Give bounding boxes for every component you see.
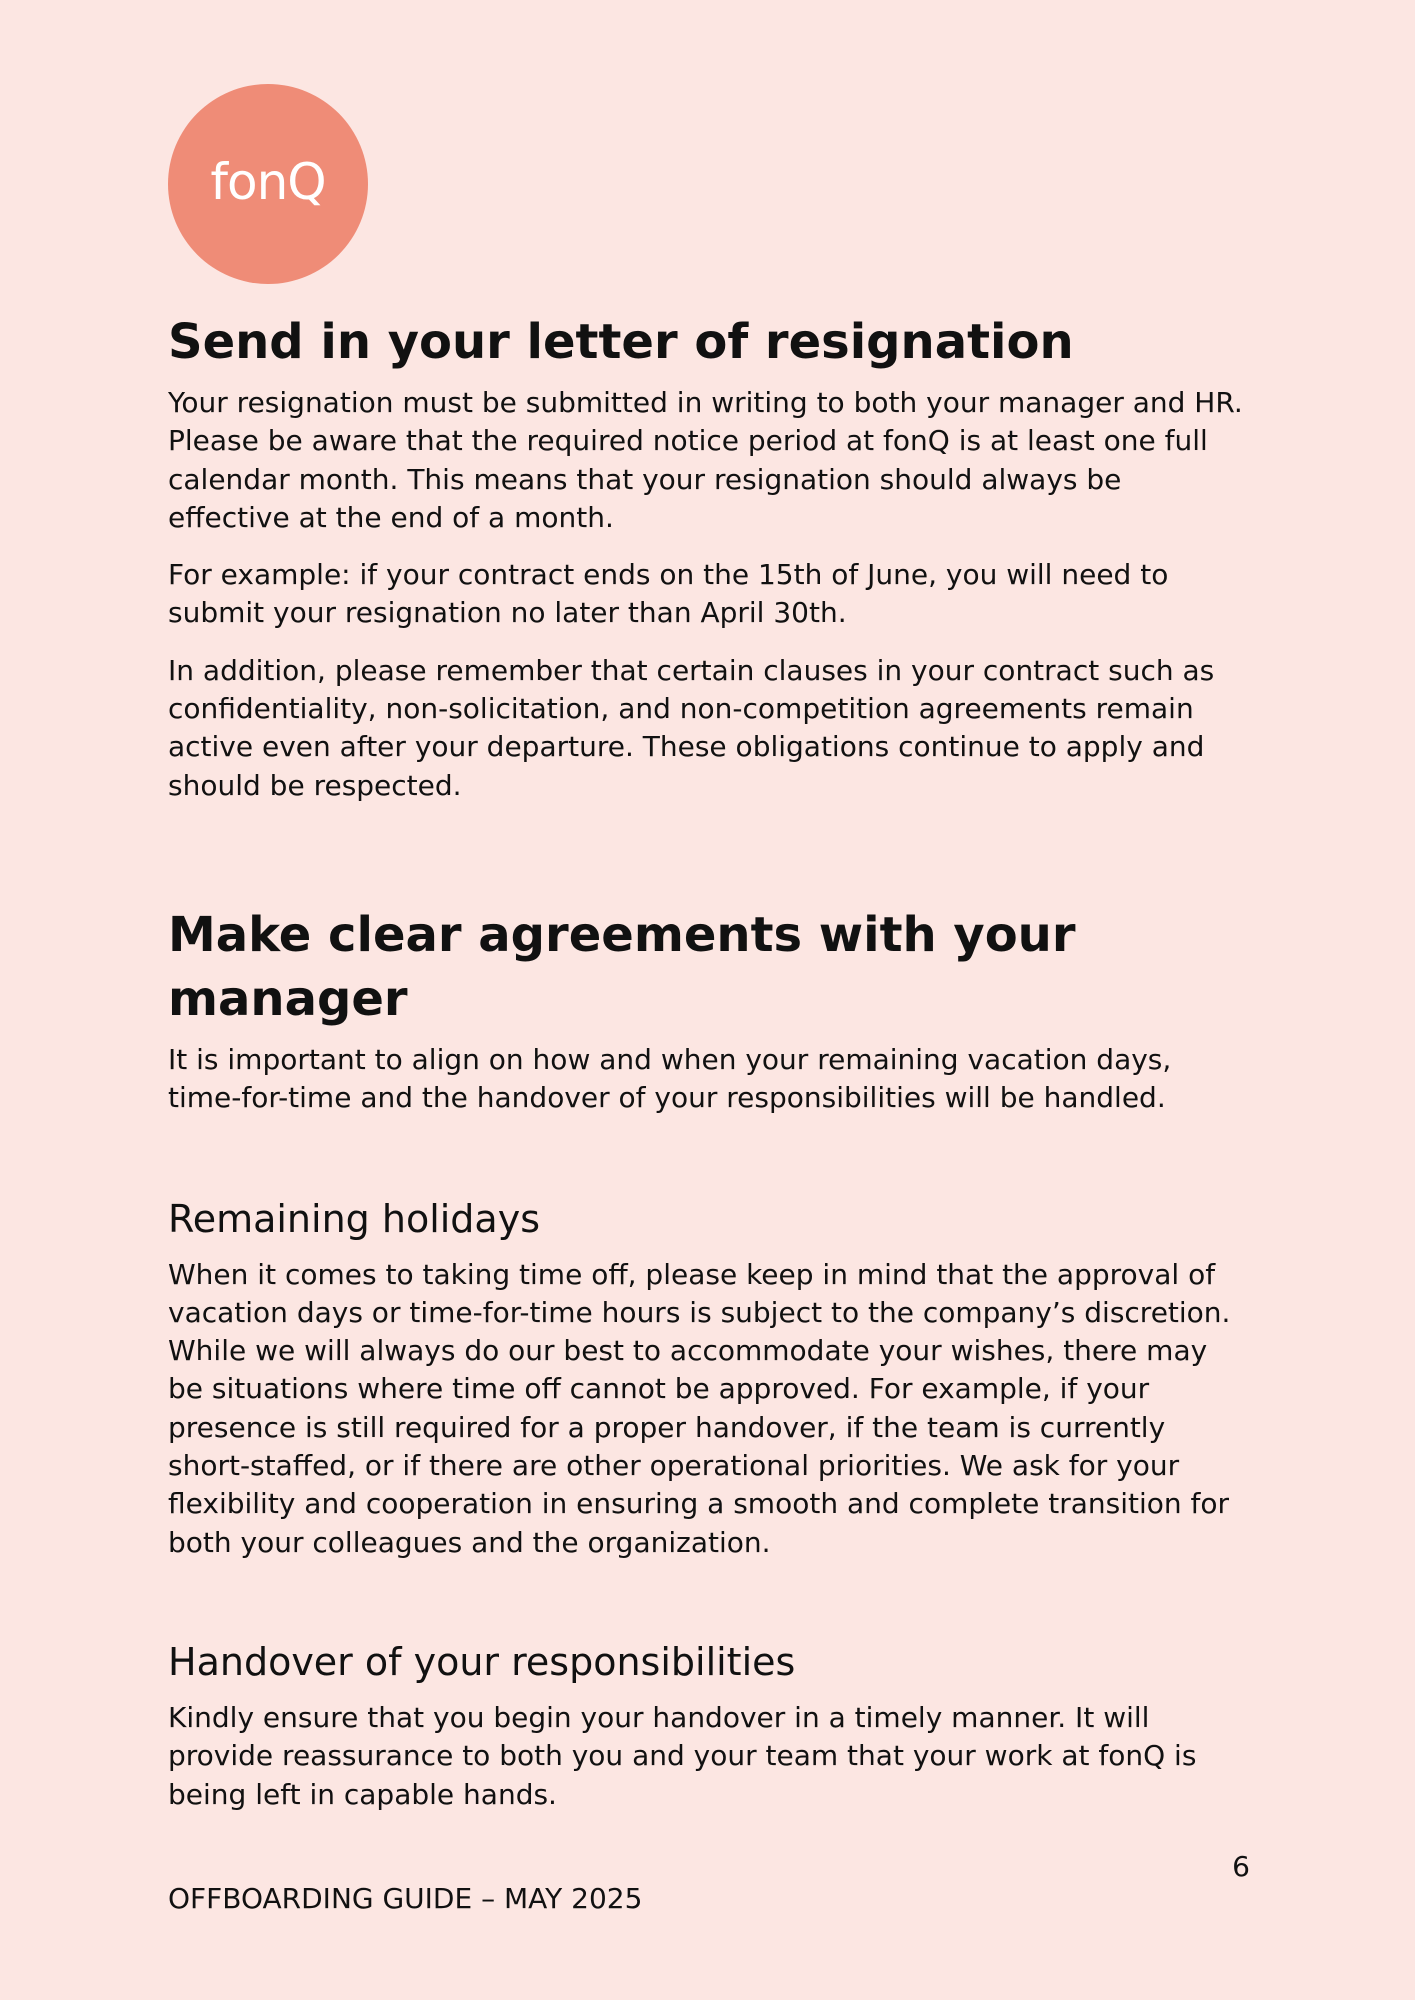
main-content xyxy=(168,310,1248,1814)
resignation-paragraph-3: In addition, please remember that certain clauses in your contract such as confidentiality, non-solicitation, and non-competition agreements remain active even after your departure. These obligations continue to apply and should be respected. xyxy=(168,653,1215,802)
resignation-paragraph-1: Your resignation must be submitted in writing to both your manager and HR. Please be aware that the required notice period at fonQ is at least one full calendar month. This means that your resignation should always be effective at the end of a month. xyxy=(168,386,1243,534)
section-agreements-title: Make clear agreements with your manager xyxy=(168,906,1076,1027)
footer-label: OFFBOARDING GUIDE – MAY 2025 xyxy=(168,1882,643,1915)
remaining-holidays-heading: Remaining holidays xyxy=(168,1196,541,1241)
remaining-holidays-body: When it comes to taking time off, please keep in mind that the approval of vacation days or time-for-time hours is subject to the company’s discretion. While we will always do our best to accommodate your wishes, there may be situations where time off cannot be approved. For example, if your presence is still required for a proper handover, if the team is currently short-staffed, or if there are other operational priorities. We ask for your flexibility and cooperation in ensuring a smooth and complete transition for both your colleagues and the organization. xyxy=(168,1257,1231,1559)
agreements-intro: It is important to align on how and when your remaining vacation days, time-for-time and the handover of your responsibilities will be handled. xyxy=(168,1042,1172,1115)
resignation-paragraph-2: For example: if your contract ends on the 15th of June, you will need to submit your resignation no later than April 30th. xyxy=(168,558,1169,630)
fonq-logo xyxy=(168,84,368,284)
section-resignation-title: Send in your letter of resignation xyxy=(168,314,1074,370)
page-number: 6 xyxy=(1232,1850,1250,1883)
logo-text: fonQ xyxy=(210,153,326,211)
handover-body: Kindly ensure that you begin your handover in a timely manner. It will provide reassurance to both you and your team that your work at fonQ is being left in capable hands. xyxy=(168,1700,1197,1811)
handover-heading: Handover of your responsibilities xyxy=(168,1639,796,1684)
